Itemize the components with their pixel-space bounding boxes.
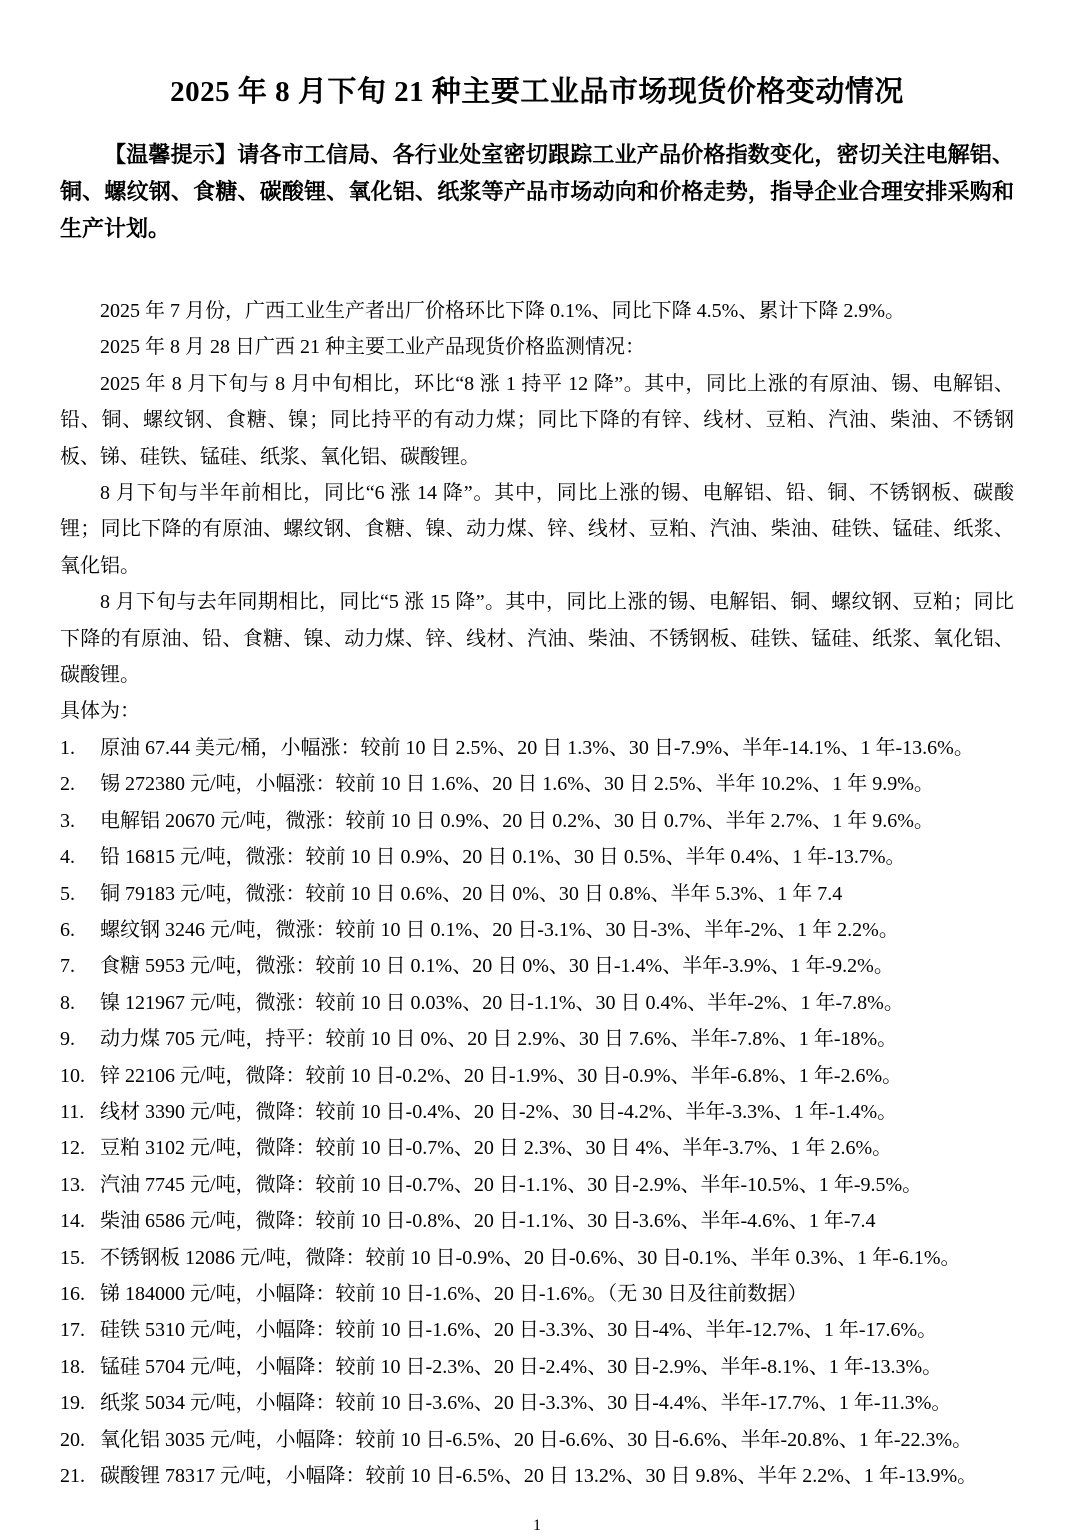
list-item xyxy=(60,1203,1014,1239)
item-text: 豆粕 3102 元/吨，微降：较前 10 日-0.7%、20 日 2.3%、30 日 4%、半年-3.7%、1 年 2.6%。 xyxy=(100,1137,893,1160)
item-text: 原油 67.44 美元/桶，小幅涨：较前 10 日 2.5%、20 日 1.3%、30 日-7.9%、半年-14.1%、1 年-13.6%。 xyxy=(100,736,974,759)
item-number: 10. xyxy=(60,1064,85,1087)
item-number: 2. xyxy=(60,773,75,796)
item-number: 9. xyxy=(60,1028,75,1051)
item-number: 15. xyxy=(60,1246,85,1269)
list-item xyxy=(60,1276,1014,1312)
item-number: 8. xyxy=(60,991,75,1014)
item-text: 硅铁 5310 元/吨，小幅降：较前 10 日-1.6%、20 日-3.3%、30 日-4%、半年-12.7%、1 年-17.6%。 xyxy=(100,1319,938,1342)
item-number: 11. xyxy=(60,1100,85,1123)
item-number: 6. xyxy=(60,918,75,941)
item-number: 5. xyxy=(60,882,75,905)
item-text: 铅 16815 元/吨，微涨：较前 10 日 0.9%、20 日 0.1%、30 日 0.5%、半年 0.4%、1 年-13.7%。 xyxy=(100,846,906,869)
list-item xyxy=(60,803,1014,839)
intro-paragraph: 2025 年 8 月下旬与 8 月中旬相比，环比“8 涨 1 持平 12 降”。其中，同比上涨的有原油、锡、电解铝、铅、铜、螺纹钢、食糖、镍；同比持平的有动力煤；同比下降的有锌、线材、豆粕、汽油、柴油、不锈钢板、锑、硅铁、锰硅、纸浆、氧化铝、碳酸锂。 xyxy=(60,372,1014,468)
intro-paragraph: 8 月下旬与去年同期相比，同比“5 涨 15 降”。其中，同比上涨的锡、电解铝、铜、螺纹钢、豆粕；同比下降的有原油、铅、食糖、镍、动力煤、锌、线材、汽油、柴油、不锈钢板、硅铁、锰硅、纸浆、氧化铝、碳酸锂。 xyxy=(60,591,1014,687)
item-number: 17. xyxy=(60,1319,85,1342)
item-text: 线材 3390 元/吨，微降：较前 10 日-0.4%、20 日-2%、30 日-4.2%、半年-3.3%、1 年-1.4%。 xyxy=(100,1100,898,1123)
item-text: 螺纹钢 3246 元/吨，微涨：较前 10 日 0.1%、20 日-3.1%、30 日-3%、半年-2%、1 年 2.2%。 xyxy=(100,918,899,941)
item-text: 锌 22106 元/吨，微降：较前 10 日-0.2%、20 日-1.9%、30 日-0.9%、半年-6.8%、1 年-2.6%。 xyxy=(100,1064,903,1087)
item-number: 20. xyxy=(60,1428,85,1451)
page-title: 2025 年 8 月下旬 21 种主要工业品市场现货价格变动情况 xyxy=(170,76,904,108)
item-text: 碳酸锂 78317 元/吨，小幅降：较前 10 日-6.5%、20 日 13.2%、30 日 9.8%、半年 2.2%、1 年-13.9%。 xyxy=(100,1465,978,1487)
list-item xyxy=(60,1385,1014,1421)
item-text: 食糖 5953 元/吨，微涨：较前 10 日 0.1%、20 日 0%、30 日-1.4%、半年-3.9%、1 年-9.2%。 xyxy=(100,955,894,978)
list-item xyxy=(60,948,1014,984)
item-text: 锑 184000 元/吨，小幅降：较前 10 日-1.6%、20 日-1.6%。（无 30 日及往前数据） xyxy=(100,1282,808,1305)
list-item xyxy=(60,1167,1014,1203)
item-number: 14. xyxy=(60,1210,85,1233)
item-text: 镍 121967 元/吨，微涨：较前 10 日 0.03%、20 日-1.1%、30 日 0.4%、半年-2%、1 年-7.8%。 xyxy=(100,991,904,1014)
list-item xyxy=(60,1094,1014,1130)
item-number: 7. xyxy=(60,955,75,978)
intro-paragraph: 2025 年 8 月 28 日广西 21 种主要工业产品现货价格监测情况： xyxy=(100,336,645,359)
list-item xyxy=(60,1240,1014,1276)
intro-paragraph: 8 月下旬与半年前相比，同比“6 涨 14 降”。其中，同比上涨的锡、电解铝、铅、铜、不锈钢板、碳酸锂；同比下降的有原油、螺纹钢、食糖、镍、动力煤、锌、线材、豆粕、汽油、柴油、硅铁、锰硅、纸浆、氧化铝。 xyxy=(60,482,1014,577)
document-body xyxy=(60,293,1014,1494)
item-text: 不锈钢板 12086 元/吨，微降：较前 10 日-0.9%、20 日-0.6%、30 日-0.1%、半年 0.3%、1 年-6.1%。 xyxy=(100,1246,961,1269)
list-item xyxy=(60,1312,1014,1348)
item-text: 电解铝 20670 元/吨，微涨：较前 10 日 0.9%、20 日 0.2%、30 日 0.7%、半年 2.7%、1 年 9.6%。 xyxy=(100,809,934,832)
item-number: 21. xyxy=(60,1465,85,1487)
notice-paragraph: 【温馨提示】请各市工信局、各行业处室密切跟踪工业产品价格指数变化，密切关注电解铝、铜、螺纹钢、食糖、碳酸锂、氧化铝、纸浆等产品市场动向和价格走势，指导企业合理安排采购和生产计划。 xyxy=(60,142,1014,241)
item-number: 3. xyxy=(60,809,75,832)
list-item xyxy=(60,876,1014,912)
item-text: 汽油 7745 元/吨，微降：较前 10 日-0.7%、20 日-1.1%、30 日-2.9%、半年-10.5%、1 年-9.5%。 xyxy=(100,1173,923,1196)
item-number: 1. xyxy=(60,736,75,759)
commodity-list xyxy=(60,730,1014,1495)
item-number: 4. xyxy=(60,846,75,869)
item-text: 铜 79183 元/吨，微涨：较前 10 日 0.6%、20 日 0%、30 日 0.8%、半年 5.3%、1 年 7.4 xyxy=(100,882,843,905)
list-item xyxy=(60,1058,1014,1094)
list-item xyxy=(60,1021,1014,1057)
item-text: 锰硅 5704 元/吨，小幅降：较前 10 日-2.3%、20 日-2.4%、30 日-2.9%、半年-8.1%、1 年-13.3%。 xyxy=(100,1355,943,1378)
list-item xyxy=(60,985,1014,1021)
item-number: 19. xyxy=(60,1392,85,1415)
intro-paragraph: 2025 年 7 月份，广西工业生产者出厂价格环比下降 0.1%、同比下降 4.5%、累计下降 2.9%。 xyxy=(100,300,905,322)
item-number: 16. xyxy=(60,1282,85,1305)
item-number: 18. xyxy=(60,1355,85,1378)
item-number: 13. xyxy=(60,1173,85,1196)
list-item xyxy=(60,1422,1014,1458)
specifics-label: 具体为： xyxy=(60,700,140,723)
item-number: 12. xyxy=(60,1137,85,1160)
item-text: 锡 272380 元/吨，小幅涨：较前 10 日 1.6%、20 日 1.6%、30 日 2.5%、半年 10.2%、1 年 9.9%。 xyxy=(100,773,934,796)
page-number: 1 xyxy=(533,1517,541,1535)
item-text: 纸浆 5034 元/吨，小幅降：较前 10 日-3.6%、20 日-3.3%、30 日-4.4%、半年-17.7%、1 年-11.3%。 xyxy=(100,1392,952,1415)
list-item xyxy=(60,912,1014,948)
list-item xyxy=(60,1458,1014,1494)
list-item xyxy=(60,1130,1014,1166)
list-item xyxy=(60,766,1014,802)
item-text: 氧化铝 3035 元/吨，小幅降：较前 10 日-6.5%、20 日-6.6%、30 日-6.6%、半年-20.8%、1 年-22.3%。 xyxy=(100,1428,973,1451)
list-item xyxy=(60,839,1014,875)
item-text: 柴油 6586 元/吨，微降：较前 10 日-0.8%、20 日-1.1%、30 日-3.6%、半年-4.6%、1 年-7.4 xyxy=(100,1210,876,1233)
item-text: 动力煤 705 元/吨，持平：较前 10 日 0%、20 日 2.9%、30 日 7.6%、半年-7.8%、1 年-18%。 xyxy=(100,1028,898,1051)
list-item xyxy=(60,1349,1014,1385)
list-item xyxy=(60,730,1014,766)
